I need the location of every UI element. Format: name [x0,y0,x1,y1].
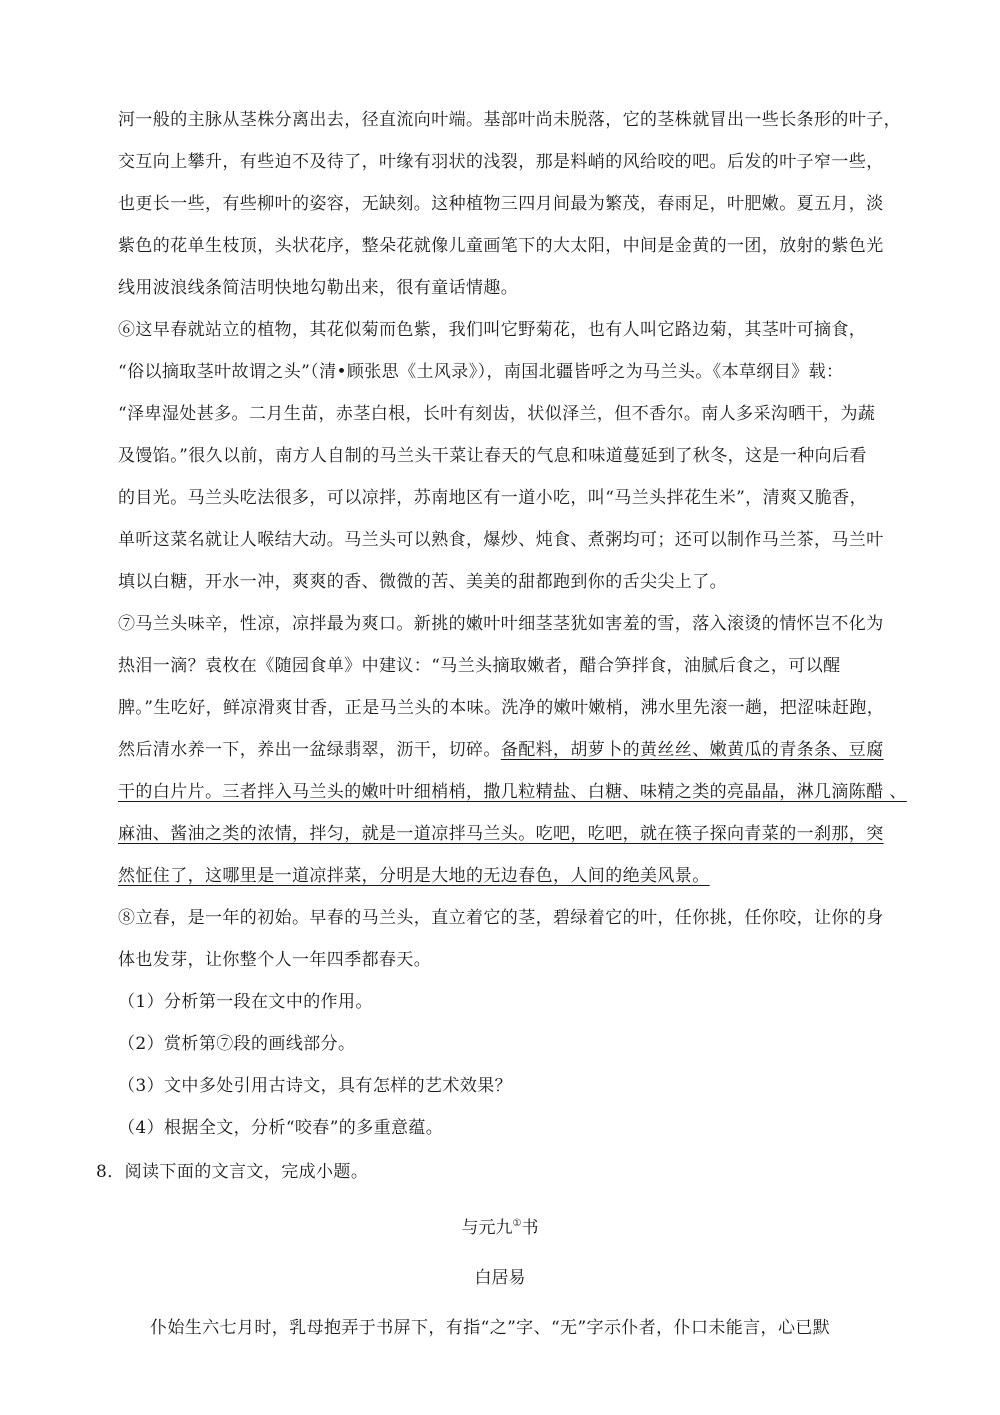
article-first-line: 仆始生六七月时，乳母抱弄于书屏下，有指“之”字、“无”字示仆者，仆口未能言，心已默 [150,1318,831,1338]
footnote-marker: ① [512,1218,522,1229]
article-author: 白居易 [474,1268,526,1288]
text-line: “俗以摘取茎叶故谓之头”（清•顾张思《土风录》），南国北疆皆呼之为马兰头。《本草纲目》载： [118,362,844,382]
question-2: （2）赏析第⑦段的画线部分。 [118,1034,356,1054]
underlined-text: 备配料，胡萝卜的黄丝丝、嫩黄瓜的青条条、豆腐 [500,740,884,760]
text-line: 及馒馅。”很久以前，南方人自制的马兰头干菜让春天的气息和味道蔓延到了秋冬，这是一种向后看 [118,446,867,466]
plain-text: 然后清水养一下，养出一盆绿翡翠，沥干，切碎。 [118,740,501,760]
text-line: 的目光。马兰头吃法很多，可以凉拌，苏南地区有一道小吃，叫“马兰头拌花生米”，清爽又脆香， [118,488,867,508]
underlined-line: 麻油、酱油之类的浓情，拌匀，就是一道凉拌马兰头。吃吧，吃吧，就在筷子探向青菜的一刹那，突 [118,824,884,844]
paragraph-7-start: ⑦马兰头味辛，性凉，凉拌最为爽口。新挑的嫩叶叶细茎茎犹如害羞的雪，落入滚烫的情怀岂不化为 [118,614,884,634]
text-line: “泽卑湿处甚多。二月生苗，赤茎白根，长叶有刻齿，状似泽兰，但不香尔。南人多采沟晒干，为蔬 [118,404,876,424]
underlined-line: 干的白片片。三者拌入马兰头的嫩叶叶细梢梢，撒几粒精盐、白糖、味精之类的亮晶晶，淋几滴陈醋 、 [118,782,907,802]
article-title: 与元九①书 [461,1218,539,1238]
text-line: 脾。”生吃好，鲜凉滑爽甘香，正是马兰头的本味。洗净的嫩叶嫩梢，沸水里先滚一趟，把涩味赶跑， [118,698,885,718]
paragraph-6-start: ⑥这早春就站立的植物，其花似菊而色紫，我们叫它野菊花，也有人叫它路边菊，其茎叶可摘食， [118,320,867,340]
text-line: 单听这菜名就让人喉结大动。马兰头可以熟食，爆炒、炖食、煮粥均可；还可以制作马兰茶，马兰叶 [118,530,884,550]
text-line: 填以白糖，开水一冲，爽爽的香、微微的苦、美美的甜都跑到你的舌尖尖上了。 [118,572,727,592]
underlined-line: 然怔住了，这哪里是一道凉拌菜，分明是大地的无边春色，人间的绝美风景。 [118,866,710,886]
question-3: （3）文中多处引用古诗文，具有怎样的艺术效果？ [118,1076,513,1096]
question-4: （4）根据全文，分析“咬春”的多重意蕴。 [118,1118,444,1138]
text-line: 也更长一些，有些柳叶的姿容，无缺刻。这种植物三四月间最为繁茂，春雨足，叶肥嫩。夏五月，淡 [118,194,884,214]
text-line: 体也发芽，让你整个人一年四季都春天。 [118,950,432,970]
text-line [118,738,918,762]
text-line: 线用波浪线条简洁明快地勾勒出来，很有童话情趣。 [118,278,519,298]
question-1: （1）分析第一段在文中的作用。 [118,992,373,1012]
item-8-instruction: 8．阅读下面的文言文，完成小题。 [96,1162,369,1182]
text-line: 河一般的主脉从茎株分离出去，径直流向叶端。基部叶尚未脱落，它的茎株就冒出一些长条形的叶子， [118,110,901,130]
text-line: 热泪一滴？袁枚在《随园食单》中建议：“马兰头摘取嫩者，醋合笋拌食，油腻后食之，可以醒 [118,656,841,676]
text-line: 紫色的花单生枝顶，头状花序，整朵花就像儿童画笔下的大太阳，中间是金黄的一团，放射的紫色光 [118,236,884,256]
text-line: 交互向上攀升，有些迫不及待了，叶缘有羽状的浅裂，那是料峭的风给咬的吧。后发的叶子窄一些， [118,152,884,172]
paragraph-8-start: ⑧立春，是一年的初始。早春的马兰头，直立着它的茎，碧绿着它的叶，任你挑，任你咬，让你的身 [118,908,884,928]
